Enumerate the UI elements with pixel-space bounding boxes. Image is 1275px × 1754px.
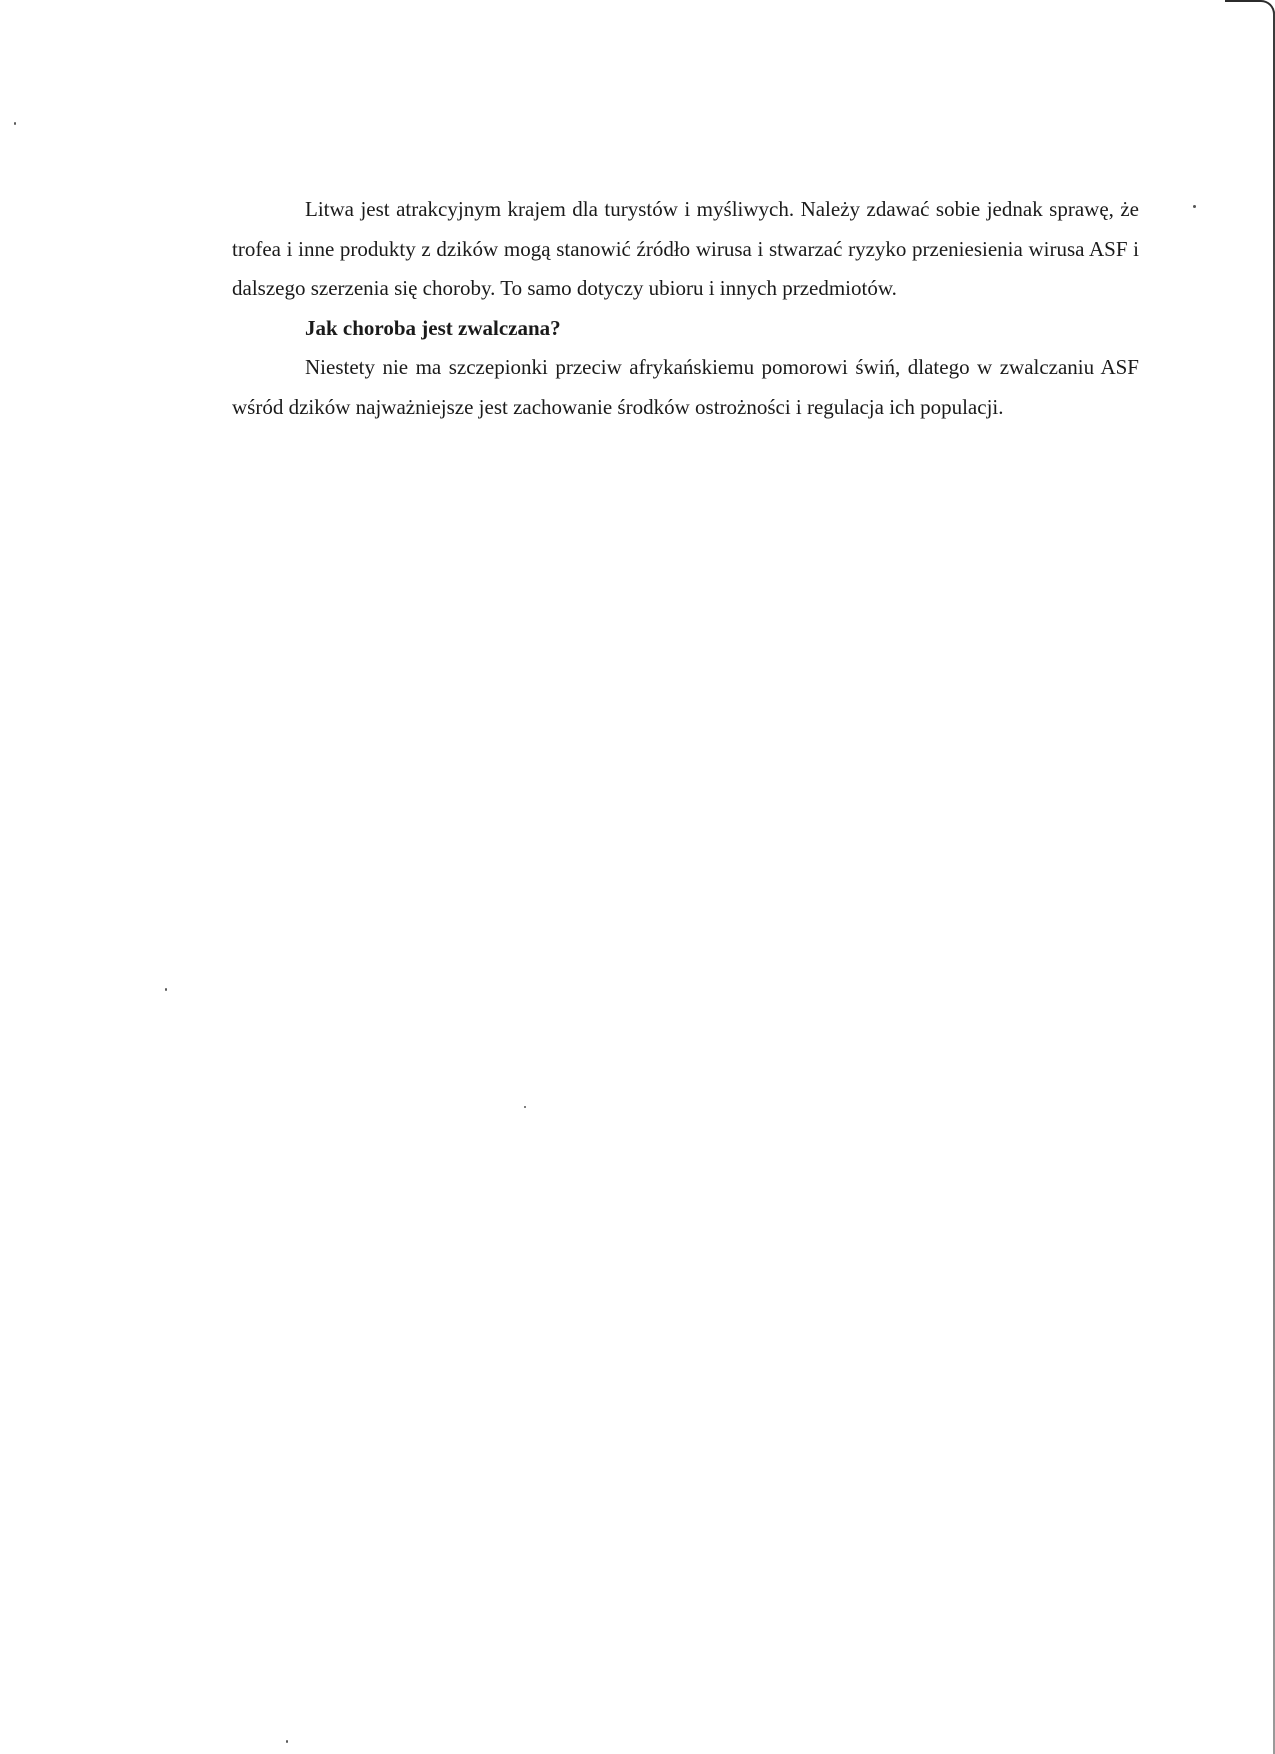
scan-speck [165, 988, 167, 991]
section-heading: Jak choroba jest zwalczana? [305, 315, 561, 340]
scan-speck [1193, 205, 1196, 208]
scan-speck [286, 1740, 288, 1743]
document-body [232, 190, 1139, 427]
paragraph-control: Niestety nie ma szczepionki przeciw afrykańskiemu pomorowi świń, dlatego w zwalczaniu ASF wśród dzików najważniejsze jest zachowanie środków ostrożności i regulacja ich populacji. [232, 355, 1139, 419]
scan-speck [14, 122, 16, 125]
scan-edge-top [1225, 0, 1275, 14]
paragraph-intro: Litwa jest atrakcyjnym krajem dla turystów i myśliwych. Należy zdawać sobie jednak sprawę, że trofea i inne produkty z dzików mogą stanowić źródło wirusa i stwarzać ryzyko przeniesienia wirusa ASF i dalszego szerzenia się choroby. To samo dotyczy ubioru i innych przedmiotów. [232, 197, 1139, 300]
scan-speck [524, 1106, 526, 1108]
